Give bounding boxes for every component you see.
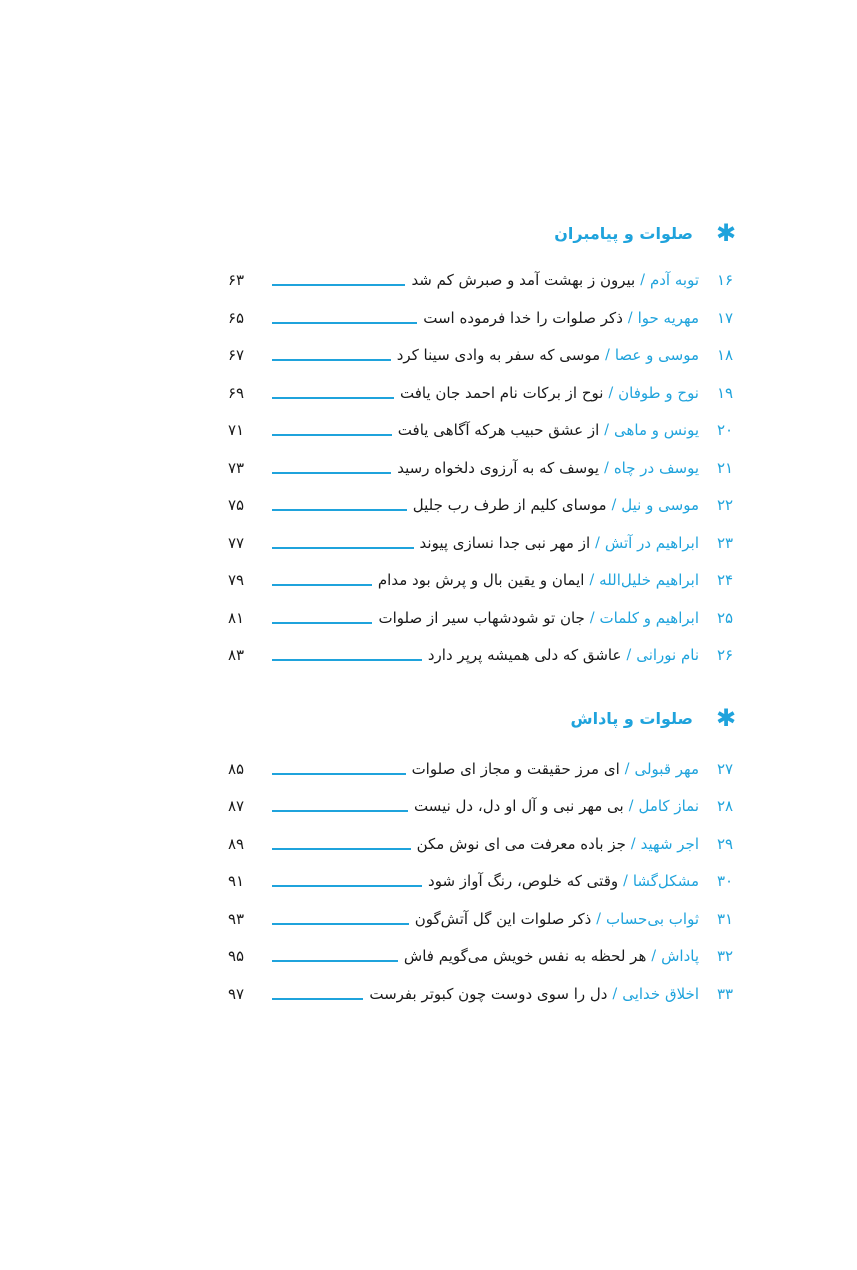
- leader-line: [272, 998, 363, 1000]
- toc-entry[interactable]: [228, 792, 737, 820]
- entry-page-number: ۸۱: [228, 609, 245, 627]
- toc-entry[interactable]: [228, 341, 737, 369]
- entry-title: ثواب بی‌حساب: [605, 910, 699, 928]
- entry-separator: /: [608, 385, 614, 401]
- section-title: صلوات و پیامبران: [554, 223, 693, 243]
- entry-page-number: ۶۳: [228, 271, 245, 289]
- leader-line: [272, 434, 392, 436]
- entry-separator: /: [627, 310, 633, 326]
- toc-entry[interactable]: [228, 980, 737, 1008]
- leader-line: [272, 885, 422, 887]
- entry-subtitle: موسی که سفر به وادی سینا کرد: [396, 346, 601, 364]
- entry-title: مهر قبولی: [634, 760, 699, 778]
- entry-page-number: ۸۹: [228, 835, 245, 853]
- entry-number: ۲۳: [716, 534, 734, 552]
- entry-number: ۱۸: [716, 346, 734, 364]
- toc-entry[interactable]: [228, 942, 737, 970]
- leader-line: [272, 848, 411, 850]
- asterisk-icon: ✱: [715, 704, 737, 732]
- leader-line: [272, 810, 408, 812]
- entry-number: ۱۷: [716, 309, 734, 327]
- section-heading-reward: [571, 703, 737, 733]
- entry-number: ۱۶: [716, 271, 734, 289]
- entry-page-number: ۹۷: [228, 985, 245, 1003]
- entry-subtitle: وقتی که خلوص، رنگ آواز شود: [428, 872, 619, 890]
- entry-title: پاداش: [661, 947, 699, 965]
- toc-entry[interactable]: [228, 566, 737, 594]
- entry-page-number: ۸۷: [228, 797, 245, 815]
- entry-separator: /: [605, 347, 610, 363]
- leader-line: [272, 547, 414, 549]
- entry-number: ۲۴: [716, 571, 734, 589]
- entry-title: اجر شهید: [640, 835, 699, 853]
- entry-subtitle: ای مرز حقیقت و مجاز ای صلوات: [411, 760, 620, 778]
- entry-number: ۲۸: [716, 797, 734, 815]
- entry-page-number: ۶۷: [228, 346, 245, 364]
- entry-number: ۱۹: [716, 384, 734, 402]
- entry-page-number: ۷۵: [228, 496, 245, 514]
- entry-separator: /: [624, 761, 630, 777]
- leader-line: [272, 359, 391, 361]
- entry-separator: /: [596, 911, 601, 927]
- entry-subtitle: عاشق که دلی همیشه پرپر دارد: [427, 646, 622, 664]
- leader-line: [272, 960, 398, 962]
- entry-page-number: ۷۳: [228, 459, 245, 477]
- entry-separator: /: [628, 798, 634, 814]
- entry-number: ۳۱: [716, 910, 734, 928]
- toc-entry[interactable]: [228, 266, 737, 294]
- entry-number: ۳۰: [716, 872, 734, 890]
- asterisk-icon: ✱: [715, 219, 737, 247]
- entry-title: نماز کامل: [638, 797, 699, 815]
- entry-separator: /: [589, 572, 595, 588]
- entry-separator: /: [595, 535, 600, 551]
- entry-title: یوسف در چاه: [613, 459, 699, 477]
- entry-page-number: ۶۹: [228, 384, 245, 402]
- entry-title: توبه آدم: [649, 271, 699, 289]
- toc-entry[interactable]: [228, 416, 737, 444]
- entry-title: یونس و ماهی: [613, 421, 699, 439]
- entry-separator: /: [651, 948, 657, 964]
- entry-title: ابراهیم و کلمات: [599, 609, 699, 627]
- toc-entry[interactable]: [228, 867, 737, 895]
- entry-subtitle: موسای کلیم از طرف رب جلیل: [412, 496, 607, 514]
- entry-subtitle: نوح از برکات نام احمد جان یافت: [400, 384, 604, 402]
- entry-separator: /: [589, 610, 595, 626]
- leader-line: [272, 322, 417, 324]
- entry-title: موسی و عصا: [614, 346, 699, 364]
- entry-subtitle: جز باده معرفت می ای نوش مکن: [416, 835, 626, 853]
- entry-title: ابراهیم در آتش: [604, 534, 699, 552]
- entry-page-number: ۹۳: [228, 910, 245, 928]
- entry-number: ۲۱: [716, 459, 734, 477]
- entry-page-number: ۸۵: [228, 760, 245, 778]
- toc-entry[interactable]: [228, 830, 737, 858]
- toc-entry[interactable]: [228, 641, 737, 669]
- entry-subtitle: ذکر صلوات را خدا فرموده است: [423, 309, 623, 327]
- toc-entry[interactable]: [228, 905, 737, 933]
- entry-subtitle: دل را سوی دوست چون کبوتر بفرست: [369, 985, 608, 1003]
- toc-entry[interactable]: [228, 755, 737, 783]
- entry-page-number: ۸۳: [228, 646, 245, 664]
- entry-number: ۲۵: [716, 609, 734, 627]
- entry-title: مشکل‌گشا: [632, 872, 699, 890]
- entry-page-number: ۹۵: [228, 947, 245, 965]
- entry-subtitle: از مهر نبی جدا نسازی پیوند: [419, 534, 591, 552]
- entry-page-number: ۷۱: [228, 421, 245, 439]
- entry-number: ۲۲: [716, 496, 734, 514]
- toc-entry[interactable]: [228, 491, 737, 519]
- leader-line: [272, 622, 372, 624]
- entry-subtitle: جان تو شودشهاب سیر از صلوات: [378, 609, 585, 627]
- entry-title: نوح و طوفان: [618, 384, 699, 402]
- entry-separator: /: [604, 460, 609, 476]
- entry-title: اخلاق خدایی: [622, 985, 699, 1003]
- leader-line: [272, 472, 391, 474]
- entry-subtitle: بیرون ز بهشت آمد و صبرش کم شد: [411, 271, 636, 289]
- entry-title: مهریه حوا: [637, 309, 699, 327]
- leader-line: [272, 923, 409, 925]
- entry-separator: /: [630, 836, 636, 852]
- entry-page-number: ۷۹: [228, 571, 245, 589]
- leader-line: [272, 584, 372, 586]
- toc-entry[interactable]: [228, 604, 737, 632]
- entry-subtitle: بی مهر نبی و آل او دل، دل نیست: [413, 797, 624, 815]
- entry-page-number: ۷۷: [228, 534, 245, 552]
- entry-separator: /: [623, 873, 628, 889]
- section-title: صلوات و پاداش: [570, 708, 693, 728]
- toc-entry[interactable]: [228, 529, 737, 557]
- entry-page-number: ۶۵: [228, 309, 245, 327]
- toc-entry[interactable]: [228, 454, 737, 482]
- leader-line: [272, 397, 394, 399]
- section-heading-prophets: [554, 218, 737, 248]
- entry-number: ۲۹: [716, 835, 734, 853]
- entry-subtitle: از عشق حبیب هرکه آگاهی یافت: [397, 421, 600, 439]
- leader-line: [272, 659, 422, 661]
- leader-line: [272, 284, 405, 286]
- leader-line: [272, 509, 407, 511]
- entry-number: ۲۰: [716, 421, 734, 439]
- entry-subtitle: ذکر صلوات این گل آتش‌گون: [414, 910, 592, 928]
- entry-number: ۳۲: [716, 947, 734, 965]
- entry-title: موسی و نیل: [621, 496, 699, 514]
- entry-title: نام نورانی: [636, 646, 699, 664]
- entry-subtitle: ایمان و یقین بال و پرش بود مدام: [377, 571, 585, 589]
- entry-page-number: ۹۱: [228, 872, 245, 890]
- leader-line: [272, 773, 406, 775]
- entry-subtitle: یوسف که به آرزوی دلخواه رسید: [397, 459, 600, 477]
- entry-number: ۲۶: [716, 646, 734, 664]
- entry-number: ۳۳: [716, 985, 734, 1003]
- entry-number: ۲۷: [716, 760, 734, 778]
- entry-separator: /: [604, 422, 609, 438]
- toc-entry[interactable]: [228, 379, 737, 407]
- entry-separator: /: [611, 497, 617, 513]
- entry-separator: /: [640, 272, 645, 288]
- entry-separator: /: [626, 647, 632, 663]
- entry-separator: /: [612, 986, 618, 1002]
- entry-title: ابراهیم خلیل‌الله: [599, 571, 699, 589]
- entry-subtitle: هر لحظه به نفس خویش می‌گویم فاش: [403, 947, 647, 965]
- toc-entry[interactable]: [228, 304, 737, 332]
